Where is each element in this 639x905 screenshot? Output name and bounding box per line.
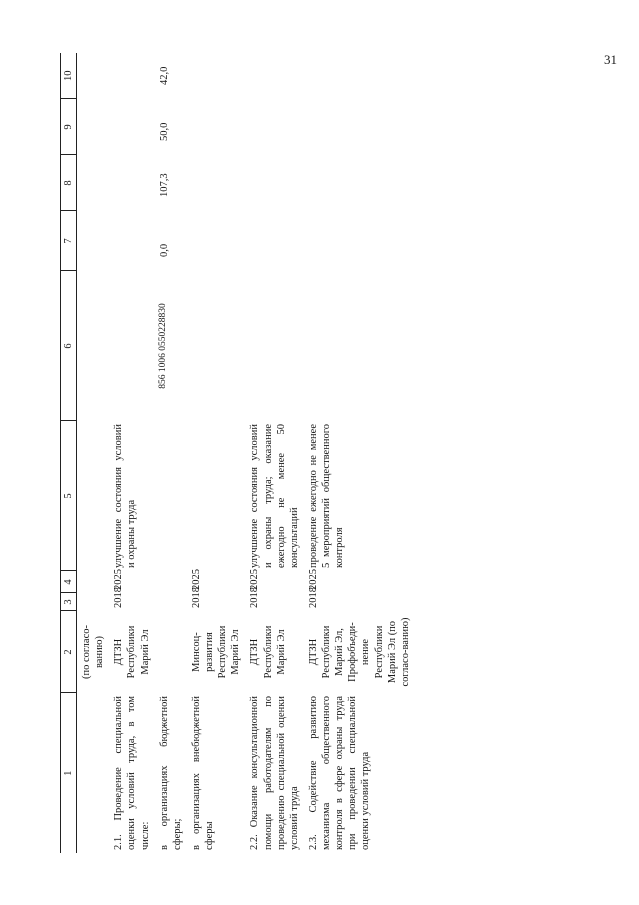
column-header: 3 <box>60 593 76 611</box>
executor: Минсоц-развития Республики Марий Эл <box>190 625 241 678</box>
table-row-continuation <box>76 53 109 853</box>
executor-note-continued: (по согласо-ванию) <box>80 624 105 679</box>
expected-result <box>154 421 186 571</box>
table-row <box>186 53 245 853</box>
end-year: 2025 <box>307 568 319 590</box>
table-row <box>154 53 186 853</box>
page-number: 31 <box>604 52 617 67</box>
program-table <box>60 53 415 853</box>
column-header: 10 <box>60 53 76 99</box>
column-header: 4 <box>60 571 76 593</box>
column-header: 2 <box>60 611 76 693</box>
start-year: 2018 <box>190 586 202 608</box>
column-header: 7 <box>60 211 76 271</box>
column-header: 6 <box>60 271 76 421</box>
rotated-page-content <box>60 53 580 853</box>
end-year: 2025 <box>112 568 124 590</box>
expected-result: проведение ежегодно не менее 5 мероприятий общественного контроля <box>307 423 345 568</box>
table-row <box>109 53 154 853</box>
executor <box>154 611 186 693</box>
start-year: 2018 <box>307 586 319 608</box>
column-header: 1 <box>60 693 76 853</box>
executor: ДТЗН Республики Марий Эл, Профобъеди-нение Республики Марий Эл (по согласо-ванию) <box>307 616 411 687</box>
measure-name: 2.1. Проведение специальной оценки условий труда, в том числе: <box>112 695 150 850</box>
start-year: 2018 <box>112 586 124 608</box>
column-header: 9 <box>60 99 76 155</box>
budget-code: 856 1006 0550228830 <box>157 302 168 389</box>
table-row <box>245 53 304 853</box>
start-year: 2018 <box>248 586 260 608</box>
funding-value: 50,0 <box>158 122 170 141</box>
expected-result: улучшение состояния условий и охраны труда; оказание ежегодно не менее 50 консультаций <box>248 423 300 568</box>
end-year: 2025 <box>190 568 202 590</box>
funding-value: 107,3 <box>158 172 170 197</box>
start-year <box>154 593 186 611</box>
column-header: 8 <box>60 155 76 211</box>
executor: ДТЗН Республики Марий Эл <box>248 625 287 678</box>
measure-name: в организациях внебюджетной сферы <box>190 695 215 850</box>
measure-name: 2.2. Оказание консультационной помощи работодателям по проведению специальной оценки условий труда <box>248 695 300 850</box>
end-year <box>154 571 186 593</box>
executor: ДТЗН Республики Марий Эл <box>112 625 150 678</box>
column-header: 5 <box>60 421 76 571</box>
measure-name: в организациях бюджетной сферы; <box>158 695 183 850</box>
expected-result: улучшение состояния условий и охраны труда <box>112 423 137 568</box>
end-year: 2025 <box>248 568 260 590</box>
funding-value: 42,0 <box>158 66 170 85</box>
table-row <box>303 53 414 853</box>
expected-result <box>186 421 245 571</box>
measure-name: 2.3. Содействие развитию механизма общественного контроля в сфере охраны труда при проведении специальной оценки условий труда <box>307 695 371 850</box>
column-number-header-row <box>60 53 76 853</box>
funding-value: 0,0 <box>158 243 170 257</box>
